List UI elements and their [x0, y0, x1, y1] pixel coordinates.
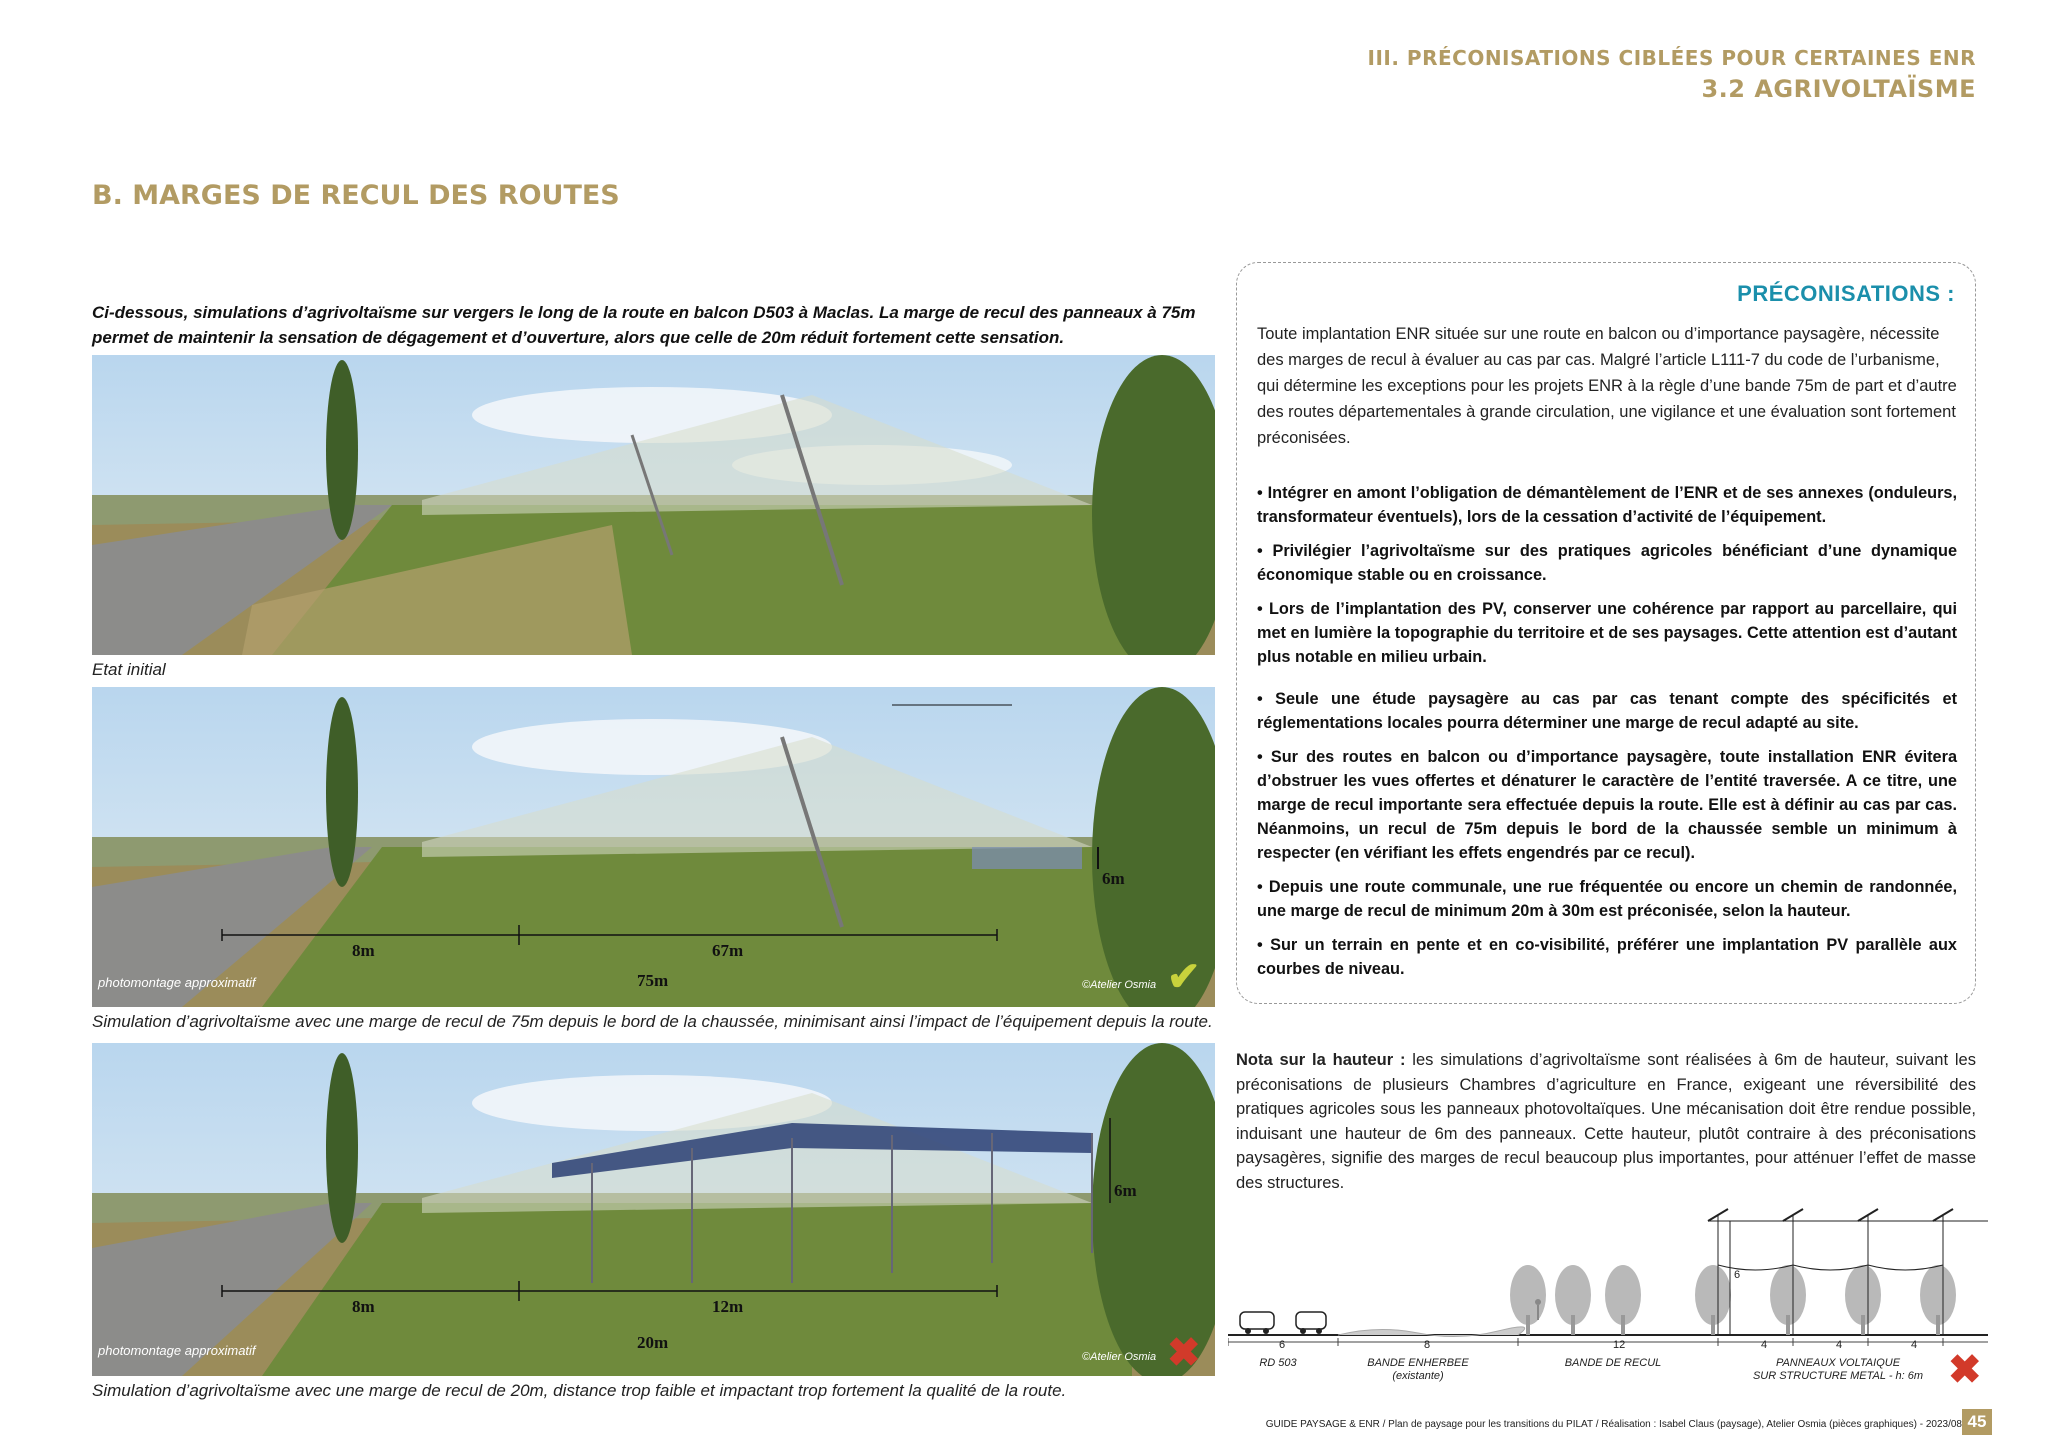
section-title: B. MARGES DE RECUL DES ROUTES: [92, 180, 620, 211]
height-label: 6: [1734, 1269, 1741, 1281]
dimension-67m: 67m: [712, 941, 744, 960]
nota-text: les simulations d’agrivoltaïsme sont réalisées à 6m de hauteur, suivant les préconisations de plusieurs Chambres d’agriculture en France, exigeant une réversibilité des pratiques agricoles sous les panneaux photovoltaïques. Une mécanisation doit être rendue possible, induisant une hauteur de 6m des panneaux. Cette hauteur, plutôt contraire à des préconisations paysagères, signifie des marges de recul beaucoup plus importantes, pour atténuer l’effet de masse des structures.: [1236, 1051, 1976, 1192]
dimension-label: 4: [1911, 1339, 1918, 1351]
subchapter-heading: 3.2 AGRIVOLTAÏSME: [1701, 75, 1976, 103]
page-number: 45: [1962, 1409, 1992, 1435]
footer-text: GUIDE PAYSAGE & ENR / Plan de paysage pour les transitions du PILAT / Réalisation : Isabel Claus (paysage), Atelier Osmia (pièces graphiques) - 2023/08: [1265, 1419, 1962, 1430]
dimension-label: 12: [1613, 1339, 1626, 1351]
dimension-label: 4: [1761, 1339, 1768, 1351]
recommendations-intro: Toute implantation ENR située sur une route en balcon ou d’importance paysagère, nécessite des marges de recul à évaluer au cas par cas. Malgré l’article L111-7 du code de l’urbanisme, qui détermine les exceptions pour les projets ENR à la règle d’une bande 75m de part et d’autre des routes départementales à grande circulation, une vigilance et une évaluation sont fortement préconisées.: [1257, 325, 1957, 447]
dimension-20m: 20m: [637, 1333, 669, 1352]
cross-icon: ✖: [1167, 1331, 1201, 1375]
orchard-road-illustration: [92, 355, 1215, 655]
recommendations-title: PRÉCONISATIONS :: [1737, 281, 1955, 306]
nota-label: Nota sur la hauteur :: [1236, 1051, 1406, 1069]
simulation-20m-illustration: [92, 1043, 1215, 1376]
recommendation-item: • Privilégier l’agrivoltaïsme sur des pratiques agricoles bénéficiant d’une dynamique économique stable ou en croissance.: [1257, 542, 1957, 584]
check-icon: ✔: [1167, 955, 1201, 999]
recommendation-item: • Lors de l’implantation des PV, conserver une cohérence par rapport au parcellaire, qui met en lumière la topographie du territoire et de ses paysages. Cette attention est d’autant plus notable en milieu urbain.: [1257, 600, 1957, 666]
grass-strip-sublabel: (existante): [1392, 1370, 1444, 1382]
dimension-75m: 75m: [637, 971, 669, 990]
height-6m: 6m: [1102, 869, 1125, 888]
photomontage-watermark: photomontage approximatif: [98, 1343, 256, 1358]
dimension-label: 8: [1424, 1339, 1431, 1351]
photo-simulation-75m: [92, 687, 1215, 1007]
recommendation-item: • Sur un terrain en pente et en co-visibilité, préférer une implantation PV parallèle aux courbes de niveau.: [1257, 936, 1957, 978]
dimension-12m: 12m: [712, 1297, 744, 1316]
photo-initial-state: [92, 355, 1215, 655]
grass-strip-label: BANDE ENHERBEE: [1367, 1357, 1469, 1369]
recommendation-item: • Intégrer en amont l’obligation de démantèlement de l’ENR et de ses annexes (onduleurs, transformateur éventuels), lors de la cessation d’activité de l’équipement.: [1257, 484, 1957, 526]
cross-icon: ✖: [1948, 1348, 1982, 1392]
caption-initial: Etat initial: [92, 660, 166, 679]
dimension-label: 4: [1836, 1339, 1843, 1351]
recommendation-item: • Sur des routes en balcon ou d’importance paysagère, toute installation ENR évitera d’obstruer les vues offertes et dénaturer le caractère de l’entité traversée. A ce titre, une marge de recul importante sera effectuée depuis la route. Elle est à définir au cas par cas. Néanmoins, un recul de 75m depuis le bord de la chaussée semble un minimum à respecter (en vérifiant les effets engendrés par ce recul).: [1257, 748, 1957, 862]
photo-simulation-20m: [92, 1043, 1215, 1376]
recommendation-item: • Depuis une route communale, une rue fréquentée ou encore un chemin de randonnée, une marge de recul de minimum 20m à 30m est préconisée, selon la hauteur.: [1257, 878, 1957, 920]
height-6m: 6m: [1114, 1181, 1137, 1200]
recommendations-box: [1236, 262, 1976, 1004]
nota-paragraph: [1236, 1048, 1976, 1195]
recommendations-list: [1257, 481, 1957, 991]
photomontage-watermark: photomontage approximatif: [98, 975, 256, 990]
dimension-8m: 8m: [352, 941, 375, 960]
caption-20m: Simulation d’agrivoltaïsme avec une marge de recul de 20m, distance trop faible et impactant trop fortement la qualité de la route.: [92, 1381, 1067, 1400]
road-label: RD 503: [1259, 1357, 1297, 1369]
dimension-label: 6: [1279, 1339, 1286, 1351]
cross-section-diagram: [1228, 1195, 1988, 1395]
recommendation-item: • Seule une étude paysagère au cas par cas tenant compte des spécificités et réglementations locales pourra déterminer une marge de recul adapté au site.: [1257, 690, 1957, 732]
panels-sublabel: SUR STRUCTURE METAL - h: 6m: [1752, 1370, 1924, 1382]
simulation-75m-illustration: [92, 687, 1215, 1007]
panels-label: PANNEAUX VOLTAIQUE: [1775, 1357, 1901, 1369]
photo-credit: ©Atelier Osmia: [1082, 979, 1157, 991]
setback-strip-label: BANDE DE RECUL: [1564, 1357, 1662, 1369]
chapter-heading: III. PRÉCONISATIONS CIBLÉES POUR CERTAINES ENR: [1367, 46, 1976, 70]
intro-text: Ci-dessous, simulations d’agrivoltaïsme sur vergers le long de la route en balcon D503 à Maclas. La marge de recul des panneaux à 75m permet de maintenir la sensation de dégagement et d’ouverture, alors que celle de 20m réduit fortement cette sensation.: [92, 303, 1196, 347]
caption-75m: Simulation d’agrivoltaïsme avec une marge de recul de 75m depuis le bord de la chaussée, minimisant ainsi l’impact de l’équipement depuis la route.: [92, 1012, 1213, 1031]
dimension-8m: 8m: [352, 1297, 375, 1316]
photo-credit: ©Atelier Osmia: [1082, 1351, 1157, 1363]
